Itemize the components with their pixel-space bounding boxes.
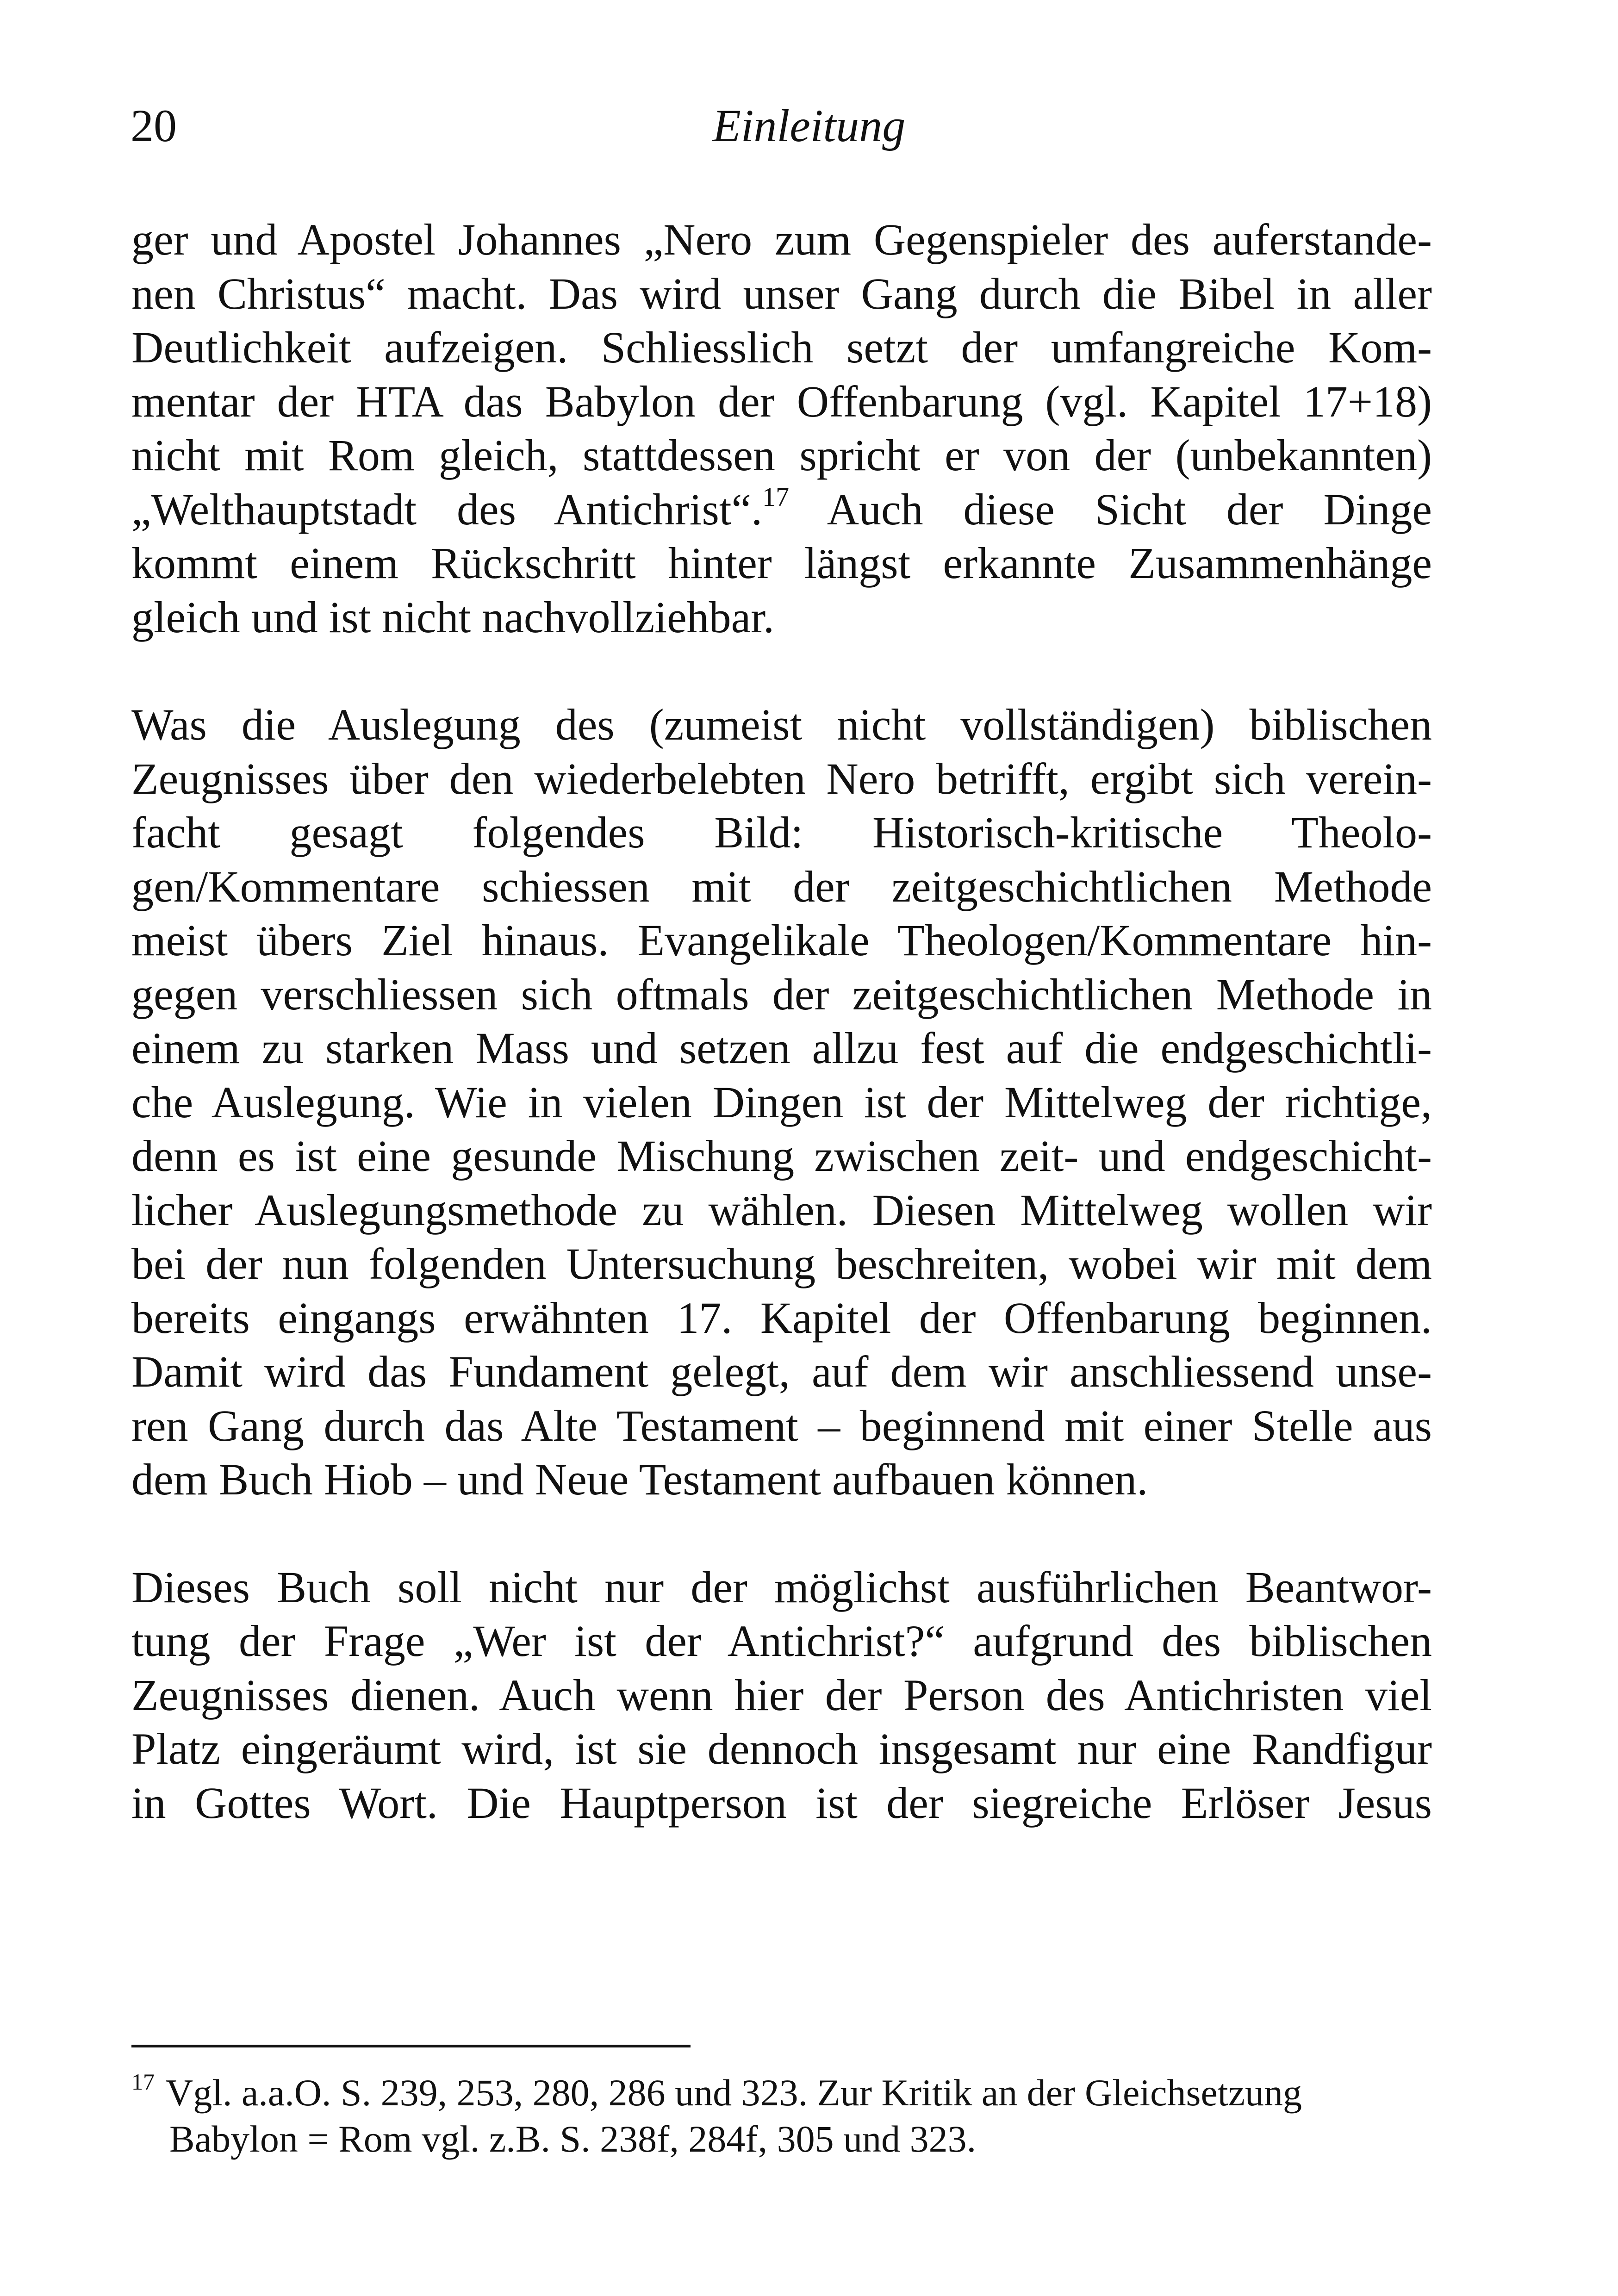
text-line: facht gesagt folgendes Bild: Historisch-kritische Theolo- <box>131 808 1432 857</box>
text-line: denn es ist eine gesunde Mischung zwischen zeit- und endgeschicht- <box>131 1131 1432 1181</box>
text-line: gegen verschliessen sich oftmals der zeitgeschichtlichen Methode in <box>131 969 1432 1019</box>
text-line: che Auslegung. Wie in vielen Dingen ist der Mittelweg der richtige, <box>131 1077 1432 1127</box>
body-text <box>131 213 1432 1830</box>
text-segment: Auch diese Sicht der Dinge <box>789 484 1432 534</box>
text-line: einem zu starken Mass und setzen allzu fest auf die endgeschichtli- <box>131 1023 1432 1073</box>
text-line <box>131 483 1432 537</box>
text-segment: „Welthauptstadt des Antichrist“. <box>131 484 763 534</box>
footnote-marker: 17 <box>131 2069 155 2095</box>
footnote-reference[interactable]: 17 <box>762 481 790 512</box>
running-title: Einleitung <box>712 100 906 151</box>
text-line: tung der Frage „Wer ist der Antichrist?“ aufgrund des biblischen <box>131 1616 1432 1666</box>
text-line: bei der nun folgenden Untersuchung beschreiten, wobei wir mit dem <box>131 1239 1432 1288</box>
text-line: nen Christus“ macht. Das wird unser Gang durch die Bibel in aller <box>131 268 1432 318</box>
text-line: mentar der HTA das Babylon der Offenbarung (vgl. Kapitel 17+18) <box>131 376 1432 426</box>
footnote <box>131 2070 1381 2162</box>
text-line: bereits eingangs erwähnten 17. Kapitel der Offenbarung beginnen. <box>131 1293 1432 1343</box>
text-line: kommt einem Rückschritt hinter längst erkannte Zusammenhänge <box>131 538 1432 588</box>
footnote-line <box>131 2070 1381 2116</box>
text-line: licher Auslegungsmethode zu wählen. Diesen Mittelweg wollen wir <box>131 1185 1432 1235</box>
text-line: Deutlichkeit aufzeigen. Schliesslich setzt der umfangreiche Kom- <box>131 323 1432 372</box>
text-line: meist übers Ziel hinaus. Evangelikale Theologen/Kommentare hin- <box>131 915 1432 965</box>
text-line: Dieses Buch soll nicht nur der möglichst ausführlichen Beantwor- <box>131 1562 1432 1612</box>
page-number: 20 <box>131 100 177 151</box>
paragraph-1 <box>131 213 1432 644</box>
text-line: ger und Apostel Johannes „Nero zum Gegenspieler des auferstande- <box>131 215 1432 264</box>
text-line: Zeugnisses über den wiederbelebten Nero betrifft, ergibt sich verein- <box>131 753 1432 803</box>
paragraph-3 <box>131 1561 1432 1830</box>
text-line: gleich und ist nicht nachvollziehbar. <box>131 592 774 642</box>
text-line: Was die Auslegung des (zumeist nicht vollständigen) biblischen <box>131 700 1432 749</box>
footnote-separator <box>131 2045 691 2047</box>
text-line: Platz eingeräumt wird, ist sie dennoch insgesamt nur eine Randfigur <box>131 1724 1432 1773</box>
footnote-text: Vgl. a.a.O. S. 239, 253, 280, 286 und 323. Zur Kritik an der Gleichsetzung <box>166 2072 1302 2114</box>
text-line: nicht mit Rom gleich, stattdessen spricht er von der (unbekannten) <box>131 430 1432 480</box>
paragraph-2 <box>131 698 1432 1507</box>
footnote-line: Babylon = Rom vgl. z.B. S. 238f, 284f, 305 und 323. <box>169 2118 977 2160</box>
text-line: in Gottes Wort. Die Hauptperson ist der siegreiche Erlöser Jesus <box>131 1778 1432 1828</box>
text-line: ren Gang durch das Alte Testament – beginnend mit einer Stelle aus <box>131 1400 1432 1450</box>
text-line: Damit wird das Fundament gelegt, auf dem wir anschliessend unse- <box>131 1347 1432 1396</box>
text-line: Zeugnisses dienen. Auch wenn hier der Person des Antichristen viel <box>131 1670 1432 1720</box>
text-line: dem Buch Hiob – und Neue Testament aufbauen können. <box>131 1455 1148 1504</box>
text-line: gen/Kommentare schiessen mit der zeitgeschichtlichen Methode <box>131 861 1432 911</box>
